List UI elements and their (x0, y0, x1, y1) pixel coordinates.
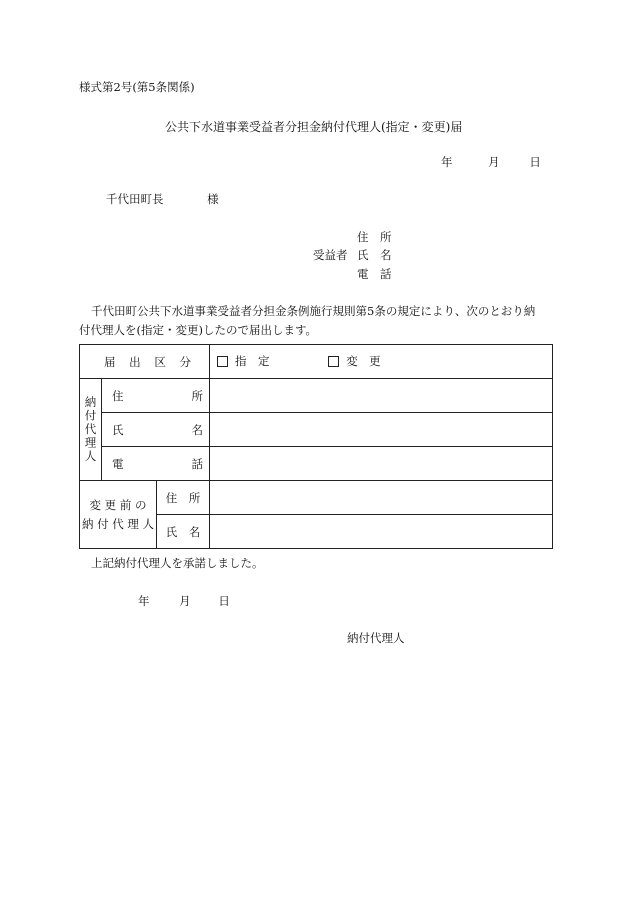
beneficiary-label: 受益者 (313, 248, 348, 262)
previous-name-label: 氏 名 (157, 515, 210, 549)
approval-date (138, 595, 230, 609)
previous-label-line1: 変 更 前 の (89, 498, 147, 513)
agent-name-field[interactable] (210, 413, 553, 447)
document-title: 公共下水道事業受益者分担金納付代理人(指定・変更)届 (165, 120, 463, 134)
addressee-honorific: 様 (207, 192, 219, 206)
option-designate[interactable]: 指 定 (217, 353, 270, 369)
notification-table (79, 344, 553, 549)
checkbox-icon[interactable] (328, 356, 339, 367)
table-row (80, 379, 553, 413)
approval-text: 上記納付代理人を承諾しました。 (91, 556, 264, 570)
date-month: 月 (179, 594, 191, 608)
beneficiary-address-label: 住 所 (357, 230, 392, 244)
body-text-line1: 千代田町公共下水道事業受益者分担金条例施行規則第5条の規定により、次のとおり納 (91, 304, 536, 318)
type-label-cell: 届 出 区 分 (80, 345, 210, 379)
agent-phone-field[interactable] (210, 447, 553, 481)
agent-group-label: 納付代理人 (83, 395, 98, 464)
type-options-cell (210, 345, 553, 379)
agent-address-field[interactable] (210, 379, 553, 413)
option-change[interactable]: 変 更 (328, 353, 381, 369)
agent-name-label: 氏 名 (102, 413, 210, 447)
submission-date (441, 156, 541, 170)
table-row (80, 413, 553, 447)
date-year: 年 (441, 155, 453, 169)
previous-address-field[interactable] (210, 481, 553, 515)
previous-address-label: 住 所 (157, 481, 210, 515)
table-row-type (80, 345, 553, 379)
checkbox-icon[interactable] (217, 356, 228, 367)
date-day: 日 (529, 155, 541, 169)
beneficiary-name-label: 氏 名 (357, 248, 392, 262)
agent-phone-label: 電 話 (102, 447, 210, 481)
form-number: 様式第2号(第5条関係) (79, 80, 195, 94)
date-day: 日 (218, 594, 230, 608)
previous-agent-label-cell (80, 481, 157, 549)
previous-label-line2: 納 付 代 理 人 (81, 516, 155, 531)
body-text-line2: 付代理人を(指定・変更)したので届出します。 (79, 323, 318, 337)
agent-group-label-cell (80, 379, 102, 481)
previous-name-field[interactable] (210, 515, 553, 549)
agent-address-label: 住 所 (102, 379, 210, 413)
addressee (106, 193, 219, 207)
date-year: 年 (138, 594, 150, 608)
table-row (80, 447, 553, 481)
agent-signature-label: 納付代理人 (347, 631, 405, 645)
table-row (80, 481, 553, 515)
date-month: 月 (488, 155, 500, 169)
beneficiary-phone-label: 電 話 (357, 267, 392, 281)
addressee-name: 千代田町長 (106, 192, 164, 206)
